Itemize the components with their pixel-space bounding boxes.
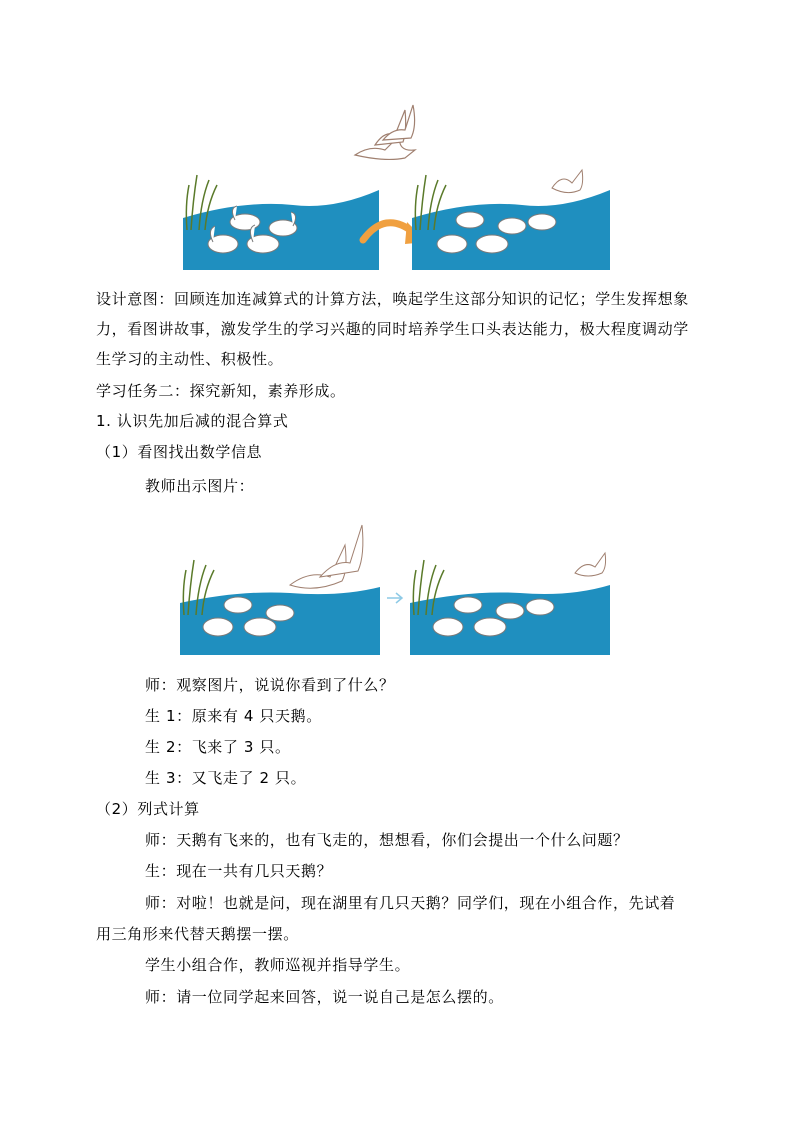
subheading-2: （2）列式计算 [96, 800, 200, 818]
teacher-group-work-line-2: 用三角形来代替天鹅摆一摆。 [96, 925, 299, 943]
teacher-group-work-line-1: 师：对啦！也就是问，现在湖里有几只天鹅？同学们，现在小组合作，先试着 [145, 894, 676, 912]
flying-swans-top [345, 100, 435, 165]
lake-scene-middle-right [410, 545, 610, 655]
student-answer-problem: 生：现在一共有几只天鹅？ [145, 862, 333, 880]
teacher-shows-line: 教师出示图片： [145, 477, 255, 495]
student-2-answer: 生 2：飞来了 3 只。 [145, 738, 291, 756]
section-heading-1: 1. 认识先加后减的混合算式 [96, 412, 289, 430]
lake-scene-top-right [412, 168, 610, 270]
teacher-ask-line: 师：请一位同学起来回答，说一说自己是怎么摆的。 [145, 988, 504, 1006]
student-1-answer: 生 1：原来有 4 只天鹅。 [145, 707, 322, 725]
teacher-question-problem: 师：天鹅有飞来的，也有飞走的，想想看，你们会提出一个什么问题？ [145, 831, 629, 849]
lake-scene-middle-left [180, 515, 380, 655]
lake-scene-top-left [183, 170, 379, 270]
task-heading: 学习任务二：探究新知，素养形成。 [96, 382, 346, 400]
design-intent-paragraph: 设计意图：回顾连加连减算式的计算方法，唤起学生这部分知识的记忆；学生发挥想象力，看图讲故事，激发学生的学习兴趣的同时培养学生口头表达能力，极大程度调动学生学习的主动性、积极性。 [96, 290, 689, 368]
students-work-line: 学生小组合作，教师巡视并指导学生。 [145, 956, 411, 974]
small-arrow [385, 590, 407, 606]
student-3-answer: 生 3：又飞走了 2 只。 [145, 769, 307, 787]
teacher-question-observe: 师：观察图片，说说你看到了什么？ [145, 676, 395, 694]
subheading-1: （1）看图找出数学信息 [96, 443, 263, 461]
